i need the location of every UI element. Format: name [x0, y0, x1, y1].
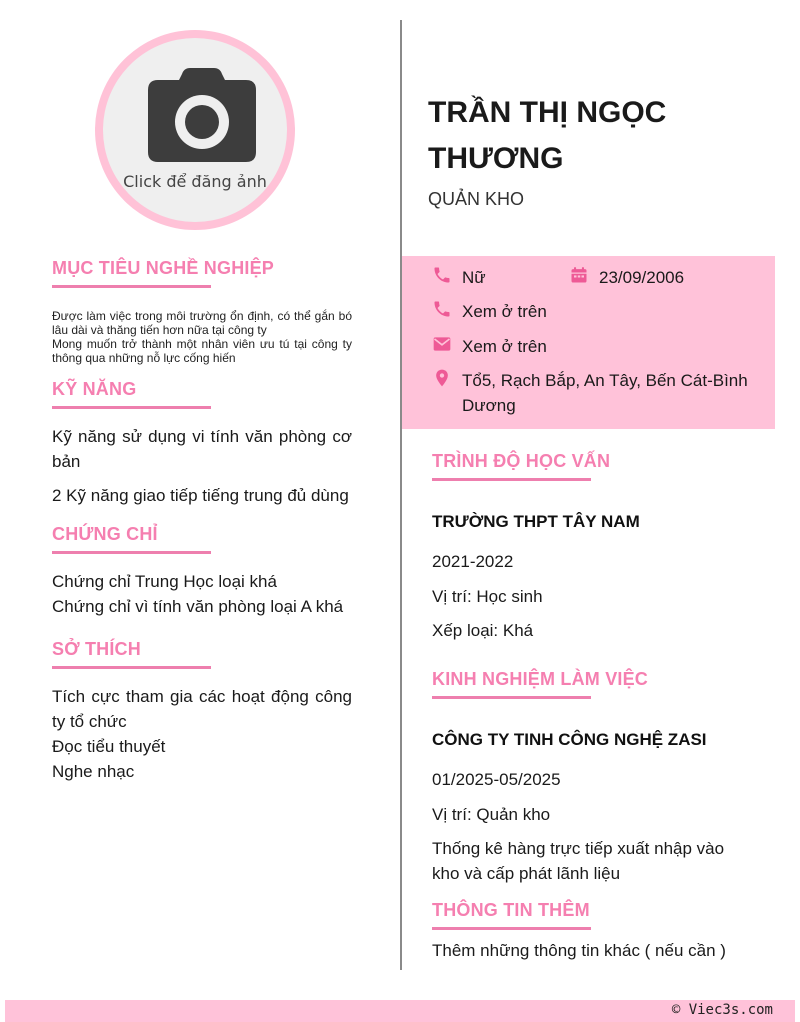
hobbies-section [52, 639, 352, 784]
phone-row [432, 299, 547, 324]
skill-item: Kỹ năng sử dụng vi tính văn phòng cơ bản [52, 427, 352, 471]
avatar[interactable] [103, 38, 287, 222]
skills-section [52, 379, 352, 508]
full-name: TRẦN THỊ NGỌC THƯƠNG [428, 96, 667, 175]
email-row [432, 334, 547, 359]
birthdate-value: 23/09/2006 [599, 268, 685, 287]
certificate-item: Chứng chỉ Trung Học loại khá [52, 572, 277, 591]
footer-copyright[interactable]: © Viec3s.com [671, 1002, 773, 1018]
school-name: TRƯỜNG THPT TÂY NAM [432, 512, 640, 531]
career-objective-section [52, 258, 352, 365]
education-period: 2021-2022 [432, 552, 514, 571]
hobbies-title: SỞ THÍCH [52, 639, 211, 669]
contact-info-panel [402, 256, 775, 429]
avatar-upload[interactable] [95, 30, 295, 230]
certificates-section [52, 524, 352, 619]
education-position: Vị trí: Học sinh [432, 587, 543, 606]
education-title: TRÌNH ĐỘ HỌC VẤN [432, 451, 591, 481]
additional-info-text: Thêm những thông tin khác ( nếu cần ) [432, 941, 726, 960]
phone-icon [432, 299, 452, 319]
company-name: CÔNG TY TINH CÔNG NGHỆ ZASI [432, 730, 707, 749]
experience-period: 01/2025-05/2025 [432, 770, 561, 789]
calendar-icon [569, 265, 589, 285]
address-value: Tổ5, Rạch Bắp, An Tây, Bến Cát-Bình Dương [462, 371, 748, 415]
upload-photo-caption[interactable]: Click để đăng ảnh [123, 172, 267, 191]
additional-info-section [432, 900, 762, 963]
career-objective-line: Được làm việc trong môi trường ổn định, có thể gắn bó lâu dài và thăng tiến hơn nữa tại công ty [52, 309, 352, 337]
email-value: Xem ở trên [462, 337, 547, 356]
skills-title: KỸ NĂNG [52, 379, 211, 409]
gender-value: Nữ [462, 268, 486, 287]
location-pin-icon [432, 368, 452, 388]
address-row [432, 368, 762, 418]
hobby-item: Đọc tiểu thuyết [52, 737, 166, 756]
email-icon [432, 334, 452, 354]
job-title: QUẢN KHO [428, 189, 525, 209]
career-objective-line: Mong muốn trở thành một nhân viên ưu tú tại công ty thông qua những nỗ lực cống hiến [52, 337, 352, 365]
education-ranking: Xếp loại: Khá [432, 621, 534, 640]
experience-title: KINH NGHIỆM LÀM VIỆC [432, 669, 591, 699]
career-objective-title: MỤC TIÊU NGHỀ NGHIỆP [52, 258, 211, 288]
experience-position: Vị trí: Quản kho [432, 805, 551, 824]
certificate-item: Chứng chỉ vì tính văn phòng loại A khá [52, 597, 344, 616]
phone-value: Xem ở trên [462, 302, 547, 321]
hobby-item: Nghe nhạc [52, 762, 135, 781]
experience-description: Thống kê hàng trực tiếp xuất nhập vào kho và cấp phát lãnh liệu [432, 839, 725, 883]
column-divider [400, 20, 402, 970]
footer-bar [5, 1000, 795, 1022]
skill-item: 2 Kỹ năng giao tiếp tiếng trung đủ dùng [52, 486, 349, 505]
experience-section [432, 669, 762, 886]
camera-icon [148, 68, 256, 164]
certificates-title: CHỨNG CHỈ [52, 524, 211, 554]
phone-icon [432, 265, 452, 285]
gender-row [432, 265, 486, 290]
birthdate-row [569, 265, 684, 290]
hobby-item: Tích cực tham gia các hoạt động công ty tổ chức [52, 687, 352, 731]
education-section [432, 451, 762, 643]
additional-info-title: THÔNG TIN THÊM [432, 900, 591, 930]
